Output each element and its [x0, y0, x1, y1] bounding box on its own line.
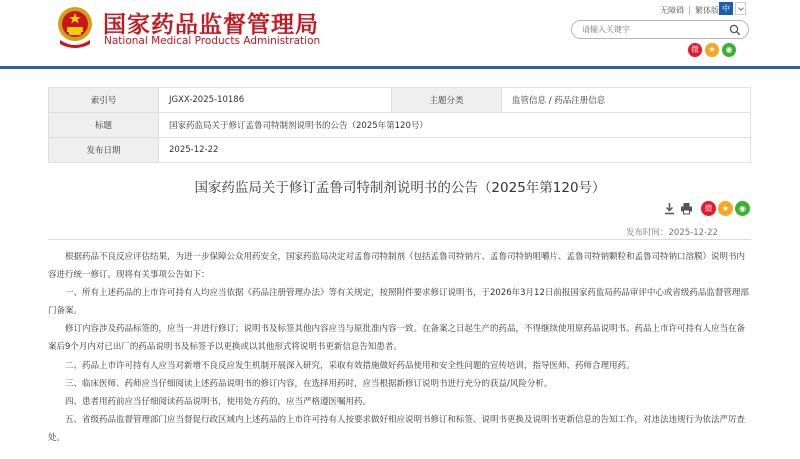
article-tools: [663, 202, 693, 215]
qzone-icon[interactable]: ★: [705, 43, 719, 57]
header-divider-bar: [0, 66, 800, 69]
traditional-chinese-link[interactable]: 繁体版: [695, 5, 719, 15]
download-icon[interactable]: [663, 202, 676, 215]
index-label: 索引号: [49, 88, 159, 113]
date-value: 2025-12-22: [159, 138, 751, 163]
table-row: [49, 138, 751, 163]
title-value: 国家药监局关于修订孟鲁司特制剂说明书的公告（2025年第120号）: [159, 113, 751, 138]
article-paragraph: 修订内容涉及药品标签的，应当一并进行修订；说明书及标签其他内容应当与原批准内容一致。在备案之日起生产的药品，不得继续使用原药品说明书。药品上市许可持有人应当在备案后9个月内对已出厂的药品说明书及标签予以更换或以其他形式将说明书更新信息告知患者。: [48, 324, 746, 353]
article-share-buttons: [701, 201, 750, 216]
article-paragraph: 根据药品不良反应评估结果，为进一步保障公众用药安全，国家药监局决定对孟鲁司特制剂（包括孟鲁司特钠片、孟鲁司特钠咀嚼片、孟鲁司特钠颗粒和孟鲁司特钠口溶膜）说明书内容进行统一修订。现将有关事项公告如下：: [48, 252, 746, 281]
header-social-links: [688, 43, 736, 57]
category-label: 主题分类: [392, 88, 502, 113]
date-label: 发布日期: [49, 138, 159, 163]
wechat-icon[interactable]: ◉: [735, 201, 750, 216]
link-divider: [689, 6, 690, 15]
publish-date: 发布时间：2025-12-22: [626, 228, 718, 238]
table-row: [49, 88, 751, 113]
print-icon[interactable]: [680, 202, 693, 215]
wechat-icon[interactable]: ◉: [722, 43, 736, 57]
search-icon[interactable]: [729, 24, 741, 36]
weibo-icon[interactable]: 微: [701, 201, 716, 216]
article-paragraph: 三、临床医师、药师应当仔细阅读上述药品说明书的修订内容，在选择用药时，应当根据新修订说明书进行充分的获益/风险分析。: [65, 378, 553, 389]
article-meta-table: [48, 87, 751, 163]
language-button[interactable]: 中: [719, 2, 733, 15]
top-links: [660, 3, 719, 17]
qzone-icon[interactable]: ★: [718, 201, 733, 216]
article-body: [48, 248, 753, 447]
search-input[interactable]: [582, 23, 722, 36]
national-emblem-icon[interactable]: [56, 4, 94, 50]
article-paragraph: 四、患者用药前应当仔细阅读药品说明书，使用处方药的，应当严格遵医嘱用药。: [65, 396, 372, 407]
category-value: 监管信息 / 药品注册信息: [502, 88, 751, 113]
search-box: [571, 20, 749, 39]
accessibility-link[interactable]: 无障碍: [660, 5, 684, 15]
site-title[interactable]: 国家药品监督管理局: [103, 12, 319, 38]
article-paragraph: 一、所有上述药品的上市许可持有人均应当依据《药品注册管理办法》等有关规定，按照附件要求修订说明书，于2026年3月12日前报国家药监局药品审评中心或省级药品监督管理部门备案。: [48, 288, 749, 317]
language-dropdown-toggle[interactable]: [735, 2, 746, 15]
index-value: JGXX-2025-10186: [159, 88, 392, 113]
article-paragraph: 五、省级药品监督管理部门应当督促行政区域内上述药品的上市许可持有人按要求做好相应说明书修订和标签、说明书更换及说明书更新信息的告知工作，对违法违规行为依法严厉查处。: [48, 414, 746, 443]
table-row: [49, 113, 751, 138]
article-divider: [48, 239, 751, 240]
article-title: 国家药监局关于修订孟鲁司特制剂说明书的公告（2025年第120号）: [194, 180, 606, 196]
site-subtitle: National Medical Products Administration: [104, 35, 321, 47]
weibo-icon[interactable]: 微: [688, 43, 702, 57]
site-header: [0, 0, 800, 68]
article-paragraph: 二、药品上市许可持有人应当对新增不良反应发生机制开展深入研究，采取有效措施做好药品使用和安全性问题的宣传培训，指导医师、药师合理用药。: [65, 360, 635, 371]
title-label: 标题: [49, 113, 159, 138]
